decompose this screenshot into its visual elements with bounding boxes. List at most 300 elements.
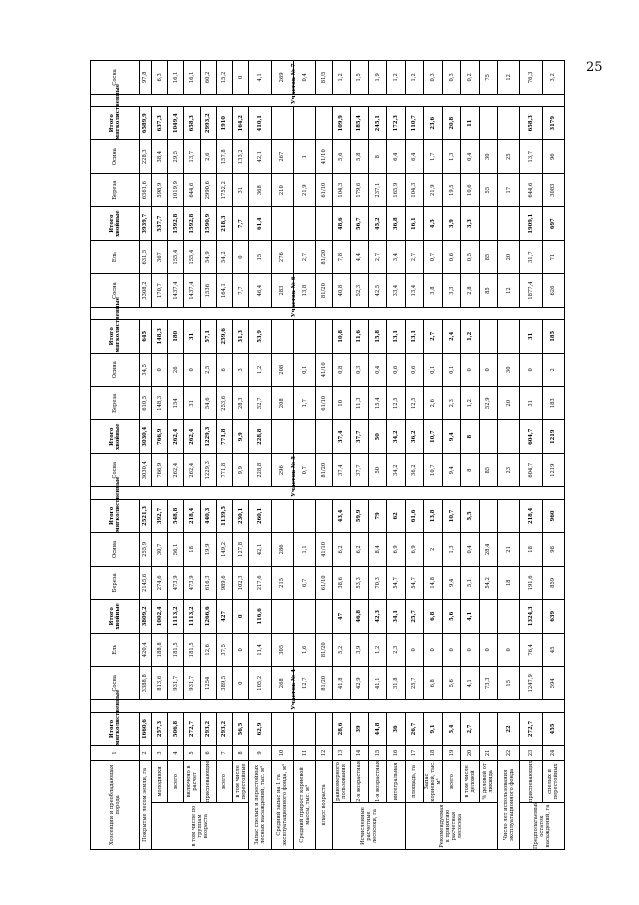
table-cell: 1,2 xyxy=(461,387,479,420)
table-cell xyxy=(271,499,293,532)
table-cell: Итого мягколиственные xyxy=(91,320,140,353)
table-cell: 185 xyxy=(542,320,564,353)
table-cell xyxy=(293,207,315,240)
table-cell: 34,2 xyxy=(387,420,405,453)
table-cell: 10,7 xyxy=(423,420,442,453)
table-cell: 104,3 xyxy=(332,173,350,206)
table-cell: 0 xyxy=(497,633,519,666)
table-cell: 0 xyxy=(479,353,497,386)
table-cell: 1590,9 xyxy=(200,207,216,240)
table-cell: 41/10 xyxy=(316,140,332,173)
table-cell: 0,6 xyxy=(443,240,461,273)
table-cell: 22 xyxy=(497,712,519,745)
table-cell xyxy=(479,712,497,745)
table-cell: 12 xyxy=(497,61,519,95)
table-cell: 13,7 xyxy=(520,140,542,173)
table-cell: 42,5 xyxy=(369,274,387,307)
table-cell: 81/20 xyxy=(316,240,332,273)
table-cell: 48,6 xyxy=(332,207,350,240)
table-cell: 62 xyxy=(387,499,405,532)
table-cell: Осина xyxy=(91,533,140,566)
table-cell: 859 xyxy=(542,566,564,599)
section-label: Участок № 5 xyxy=(291,455,297,497)
column-number-cell: 2 xyxy=(139,746,151,761)
header-group-cell: Средний прирост корневой массы, тыс. м³ xyxy=(293,760,315,849)
table-cell: 16,1 xyxy=(405,207,423,240)
table-cell: 1437,4 xyxy=(168,274,184,307)
table-row xyxy=(168,61,184,850)
forest-stand-table xyxy=(90,60,565,850)
table-cell: 268 xyxy=(271,667,293,700)
table-cell: 8,4 xyxy=(369,533,387,566)
table-cell: 70,3 xyxy=(369,566,387,599)
table-cell: 180 xyxy=(168,320,184,353)
table-cell: 0 xyxy=(184,353,200,386)
table-cell: 18 xyxy=(497,566,519,599)
table-cell: 43,4 xyxy=(332,499,350,532)
table-cell: 5,1 xyxy=(461,566,479,599)
table-row xyxy=(461,61,479,850)
table-cell: Сосна xyxy=(91,274,140,307)
table-cell: 7,7 xyxy=(233,274,249,307)
table-cell: 989,6 xyxy=(216,566,232,599)
table-cell: 81/5 xyxy=(316,61,332,95)
header-sub-cell: равномерного пользования xyxy=(332,760,350,802)
table-cell: 54,2 xyxy=(479,566,497,599)
table-cell: 639 xyxy=(542,600,564,633)
table-row xyxy=(184,61,200,850)
table-cell: 218,3 xyxy=(216,207,232,240)
table-cell: 1113,2 xyxy=(184,600,200,633)
table-cell xyxy=(271,600,293,633)
table-cell: 272,7 xyxy=(520,712,542,745)
table-cell: 0 xyxy=(443,633,461,666)
table-cell: 38,4 xyxy=(151,140,167,173)
table-cell: Береза xyxy=(91,173,140,206)
table-cell: 1139,5 xyxy=(216,499,232,532)
table-cell: 133,2 xyxy=(233,140,249,173)
table-cell: 42,3 xyxy=(369,600,387,633)
header-sub-cell: площадь, га xyxy=(405,760,423,802)
table-cell: 11,3 xyxy=(350,387,368,420)
table-cell: 771,8 xyxy=(216,453,232,486)
table-cell xyxy=(271,107,293,140)
table-cell: 61/10 xyxy=(316,387,332,420)
table-cell: 296 xyxy=(271,453,293,486)
table-cell: 3,9 xyxy=(350,633,368,666)
table-row xyxy=(249,61,271,850)
table-cell: 15,8 xyxy=(369,320,387,353)
table-cell: 389,5 xyxy=(216,667,232,700)
table-row xyxy=(139,61,151,850)
table-cell: 61/10 xyxy=(316,566,332,599)
table-cell: 40,8 xyxy=(332,274,350,307)
table-cell: 31 xyxy=(184,320,200,353)
table-cell: Береза xyxy=(91,566,140,599)
table-cell: 257,3 xyxy=(151,712,167,745)
table-cell: 31 xyxy=(184,387,200,420)
table-cell: 392,7 xyxy=(151,499,167,532)
table-cell: 21 xyxy=(497,533,519,566)
table-cell: 54,2 xyxy=(216,240,232,273)
table-cell: 0,7 xyxy=(423,240,442,273)
table-cell xyxy=(479,207,497,240)
table-cell: 3030,4 xyxy=(139,420,151,453)
table-row xyxy=(479,61,497,850)
table-cell: 62,9 xyxy=(249,712,271,745)
column-number-cell: 13 xyxy=(332,746,350,761)
table-cell: 85 xyxy=(479,274,497,307)
table-cell: 81/20 xyxy=(316,667,332,700)
table-cell: 148,3 xyxy=(151,320,167,353)
table-cell: 3,9 xyxy=(443,207,461,240)
table-cell: 13,4 xyxy=(405,274,423,307)
table-cell xyxy=(271,420,293,453)
header-sub-cell: включено в расчет xyxy=(184,760,200,802)
table-cell: 36 xyxy=(387,712,405,745)
table-cell: 813,6 xyxy=(151,667,167,700)
table-cell: 9,1 xyxy=(423,712,442,745)
table-cell: 293,2 xyxy=(200,712,216,745)
table-cell: 6589,9 xyxy=(139,107,151,140)
header-group-cell: Число лет использования эксплуатационного фонда xyxy=(497,760,519,849)
table-cell: 2521,3 xyxy=(139,499,151,532)
table-cell xyxy=(271,207,293,240)
table-cell: 38,6 xyxy=(332,566,350,599)
table-cell: 5,6 xyxy=(443,667,461,700)
table-cell: 179,6 xyxy=(350,173,368,206)
column-number-cell: 11 xyxy=(293,746,315,761)
table-cell: 50 xyxy=(369,420,387,453)
table-cell: 5,4 xyxy=(443,712,461,745)
table-cell: 34,5 xyxy=(139,353,151,386)
table-cell: 170,7 xyxy=(151,274,167,307)
table-cell: 367 xyxy=(151,240,167,273)
table-cell: 1229,3 xyxy=(200,420,216,453)
table-cell: 28,6 xyxy=(332,712,350,745)
table-cell: 6,7 xyxy=(293,566,315,599)
table-cell: 228,3 xyxy=(139,140,151,173)
table-cell: 0 xyxy=(461,353,479,386)
table-cell: 28,3 xyxy=(233,387,249,420)
table-cell xyxy=(316,320,332,353)
table-cell: 2,7 xyxy=(461,712,479,745)
table-cell: 0,3 xyxy=(443,61,461,95)
table-cell: 0 xyxy=(233,600,249,633)
table-cell: 45 xyxy=(542,633,564,666)
table-cell: 1,1 xyxy=(293,533,315,566)
table-cell: 15,4 xyxy=(369,387,387,420)
table-cell: 11,4 xyxy=(249,633,271,666)
table-cell: Итого мягколиственные xyxy=(91,499,140,532)
table-cell: 154 xyxy=(168,387,184,420)
table-cell: 269 xyxy=(271,61,293,95)
table-row xyxy=(423,61,442,850)
table-cell: 0 xyxy=(151,353,167,386)
table-cell: Сосна xyxy=(91,667,140,700)
table-cell: 52,7 xyxy=(249,387,271,420)
table-cell xyxy=(316,420,332,453)
table-cell: 34,2 xyxy=(387,453,405,486)
table-cell: 45,2 xyxy=(369,207,387,240)
table-cell: 1247,9 xyxy=(520,667,542,700)
table-cell: 71 xyxy=(542,240,564,273)
table-cell: 2,8 xyxy=(461,274,479,307)
table-cell: 18 xyxy=(184,533,200,566)
table-row xyxy=(216,61,232,850)
table-row xyxy=(316,61,332,850)
table-cell: 420,4 xyxy=(139,633,151,666)
table-cell: 127,8 xyxy=(233,533,249,566)
table-cell: 4,1 xyxy=(461,600,479,633)
table-cell: 1219 xyxy=(542,453,564,486)
table-cell: 2993,2 xyxy=(200,107,216,140)
table-cell: 548,8 xyxy=(168,499,184,532)
table-cell xyxy=(293,320,315,353)
table-cell: 56,5 xyxy=(233,712,249,745)
header-group-cell: в том числе по группам возраста xyxy=(151,803,248,850)
table-cell: 26,7 xyxy=(405,712,423,745)
table-cell: 2 xyxy=(423,533,442,566)
table-row xyxy=(91,61,140,850)
table-cell: 0,1 xyxy=(423,353,442,386)
table-cell xyxy=(316,107,332,140)
table-cell: 3939,7 xyxy=(139,207,151,240)
table-cell: 610,5 xyxy=(139,387,151,420)
table-cell: 0 xyxy=(405,633,423,666)
table-cell: 1660,6 xyxy=(139,712,151,745)
table-cell: 6,4 xyxy=(387,140,405,173)
table-cell: 218,4 xyxy=(520,499,542,532)
table-cell: 54,7 xyxy=(387,566,405,599)
table-cell xyxy=(293,420,315,453)
table-cell: 41/10 xyxy=(316,353,332,386)
column-number-cell: 24 xyxy=(542,746,564,761)
column-number-cell: 3 xyxy=(151,746,167,761)
table-cell: 0,1 xyxy=(443,353,461,386)
table-cell: 36,2 xyxy=(405,453,423,486)
table-cell: 1592,8 xyxy=(184,207,200,240)
table-cell: 440,3 xyxy=(200,499,216,532)
table-cell: 20 xyxy=(497,387,519,420)
table-cell xyxy=(293,600,315,633)
table-cell: 54,9 xyxy=(200,240,216,273)
table-cell: 368 xyxy=(249,173,271,206)
table-cell: 5,2 xyxy=(332,633,350,666)
column-number-cell: 10 xyxy=(271,746,293,761)
header-group-cell: Предполагаемый остаток насаждений, га xyxy=(520,803,565,850)
table-cell: 3,3 xyxy=(461,207,479,240)
table-cell: 262,4 xyxy=(168,420,184,453)
table-cell: 6,9 xyxy=(387,533,405,566)
table-cell: 0 xyxy=(233,240,249,273)
header-sub-cell: приспевающие xyxy=(200,760,216,802)
table-cell: 2,7 xyxy=(423,320,442,353)
table-cell: 41,8 xyxy=(332,667,350,700)
table-cell: 97,8 xyxy=(139,61,151,95)
table-cell: 39 xyxy=(350,712,368,745)
table-cell: 260,1 xyxy=(249,499,271,532)
table-cell: 1752,2 xyxy=(216,173,232,206)
column-number-cell: 1 xyxy=(91,746,140,761)
table-cell: 37,4 xyxy=(332,453,350,486)
table-cell xyxy=(316,712,332,745)
table-cell: 37,7 xyxy=(350,453,368,486)
table-cell: 1910 xyxy=(216,107,232,140)
header-sub-cell: интегральная xyxy=(387,760,405,802)
table-cell: 44,8 xyxy=(369,712,387,745)
table-cell: 31 xyxy=(520,387,542,420)
table-cell: 1,6 xyxy=(293,633,315,666)
table-cell: 6 xyxy=(216,353,232,386)
table-cell: 23 xyxy=(497,453,519,486)
table-cell: 3030,4 xyxy=(139,453,151,486)
table-row xyxy=(233,61,249,850)
table-cell: Сосна xyxy=(91,61,140,95)
table-cell xyxy=(479,107,497,140)
table-cell: 165,9 xyxy=(387,173,405,206)
table-cell: 36,8 xyxy=(387,207,405,240)
table-cell: 8 xyxy=(461,453,479,486)
table-cell: 427 xyxy=(216,600,232,633)
table-cell: 53,3 xyxy=(350,566,368,599)
table-cell: 1,2 xyxy=(332,61,350,95)
table-cell: 46,8 xyxy=(350,600,368,633)
table-cell: 960 xyxy=(542,499,564,532)
rotated-table-container xyxy=(90,60,565,850)
header-sub-cell: 1-я возрастная xyxy=(369,760,387,802)
table-cell: 267 xyxy=(271,140,293,173)
table-cell: 2,7 xyxy=(293,240,315,273)
table-cell: 697 xyxy=(542,207,564,240)
table-cell: 4,4 xyxy=(350,240,368,273)
table-cell: 7,8 xyxy=(332,240,350,273)
table-cell: 33,4 xyxy=(387,274,405,307)
table-cell: 10,6 xyxy=(461,173,479,206)
table-cell: 0,6 xyxy=(387,353,405,386)
table-cell: 455 xyxy=(542,712,564,745)
table-cell: 6,8 xyxy=(423,600,442,633)
table-cell: 37,5 xyxy=(216,633,232,666)
table-cell: 626 xyxy=(542,274,564,307)
table-cell: 1,5 xyxy=(350,61,368,95)
table-cell: 262,4 xyxy=(184,420,200,453)
table-row xyxy=(443,61,461,850)
table-cell: 75 xyxy=(479,61,497,95)
table-cell: 637,3 xyxy=(151,107,167,140)
table-cell: 1,3 xyxy=(443,533,461,566)
table-cell: 41,1 xyxy=(369,667,387,700)
table-cell: 506,8 xyxy=(168,712,184,745)
table-cell: 12,6 xyxy=(200,633,216,666)
table-cell: 30 xyxy=(497,353,519,386)
table-cell: 218,4 xyxy=(184,499,200,532)
table-cell: 9,9 xyxy=(233,420,249,453)
table-cell: 13,8 xyxy=(423,499,442,532)
table-cell: 17 xyxy=(497,173,519,206)
table-cell: 228,8 xyxy=(249,453,271,486)
table-cell: 228,8 xyxy=(249,420,271,453)
table-cell: 19,9 xyxy=(200,533,216,566)
table-cell: 81/20 xyxy=(316,274,332,307)
table-cell: 15 xyxy=(497,667,519,700)
table-cell: 13,1 xyxy=(405,320,423,353)
header-sub-cell: Запас корневой, тыс. м³ xyxy=(423,761,442,802)
table-cell xyxy=(479,499,497,532)
table-cell: 19,5 xyxy=(443,173,461,206)
table-cell: 208 xyxy=(271,387,293,420)
table-cell: 181,5 xyxy=(184,633,200,666)
section-label: Участок № 7 xyxy=(291,63,297,104)
table-cell: 293,2 xyxy=(216,712,232,745)
table-cell: 25,7 xyxy=(405,600,423,633)
table-cell: 0 xyxy=(520,353,542,386)
table-cell: 191,6 xyxy=(520,566,542,599)
table-row xyxy=(271,61,293,850)
table-cell: 23,6 xyxy=(423,107,442,140)
table-cell: 1437,4 xyxy=(184,274,200,307)
table-cell: 286 xyxy=(271,533,293,566)
table-cell: 1,7 xyxy=(293,387,315,420)
table-cell: 5,8 xyxy=(350,140,368,173)
table-cell: 537,7 xyxy=(151,207,167,240)
table-cell: 76,4 xyxy=(520,633,542,666)
table-cell xyxy=(497,207,519,240)
table-cell: 10 xyxy=(332,387,350,420)
table-cell: 36,2 xyxy=(405,420,423,453)
table-cell: 210 xyxy=(271,173,293,206)
section-label: Участок № 4 xyxy=(291,668,297,710)
table-cell: 1,2 xyxy=(461,320,479,353)
table-cell: 9,9 xyxy=(233,453,249,486)
table-cell: 0,5 xyxy=(461,240,479,273)
table-cell: 37,7 xyxy=(350,420,368,453)
column-number-cell: 21 xyxy=(479,746,497,761)
table-cell: 73,3 xyxy=(479,667,497,700)
table-cell: 55 xyxy=(479,173,497,206)
table-cell xyxy=(497,600,519,633)
column-number-cell: 18 xyxy=(423,746,442,761)
table-cell: 3,3 xyxy=(443,274,461,307)
header-group-cell: Хозсекции и преобладающая порода xyxy=(91,760,140,849)
table-cell: 2,6 xyxy=(423,387,442,420)
table-cell: 604,7 xyxy=(520,420,542,453)
table-cell: 181,5 xyxy=(168,633,184,666)
table-cell: Итого хвойные xyxy=(91,207,140,240)
table-cell xyxy=(479,420,497,453)
table-cell: 13,7 xyxy=(184,140,200,173)
header-sub-cell: спелых и перестойных xyxy=(542,760,564,802)
table-cell: 56,7 xyxy=(350,207,368,240)
table-cell: 28,4 xyxy=(479,533,497,566)
table-cell: Итого мягколиственные xyxy=(91,107,140,140)
header-sub-cell: % деловой от ликвида xyxy=(479,760,497,802)
table-cell: 155,4 xyxy=(184,240,200,273)
table-cell xyxy=(497,320,519,353)
table-cell: 1219 xyxy=(542,420,564,453)
table-cell: 644,6 xyxy=(184,173,200,206)
table-cell: 473,9 xyxy=(168,566,184,599)
table-cell: 410,1 xyxy=(249,107,271,140)
table-row xyxy=(332,61,350,850)
table-cell: 109,9 xyxy=(332,107,350,140)
table-cell: Береза xyxy=(91,387,140,420)
table-cell: 931,7 xyxy=(184,667,200,700)
table-cell: 631,5 xyxy=(139,240,151,273)
header-group-cell: Запас спелых и перестойных лесных насаждений, тыс. м³ xyxy=(249,760,271,849)
table-cell: 0,8 xyxy=(332,353,350,386)
header-group-cell: Рекомендуемая к принятию расчетная лесосека xyxy=(405,803,497,850)
